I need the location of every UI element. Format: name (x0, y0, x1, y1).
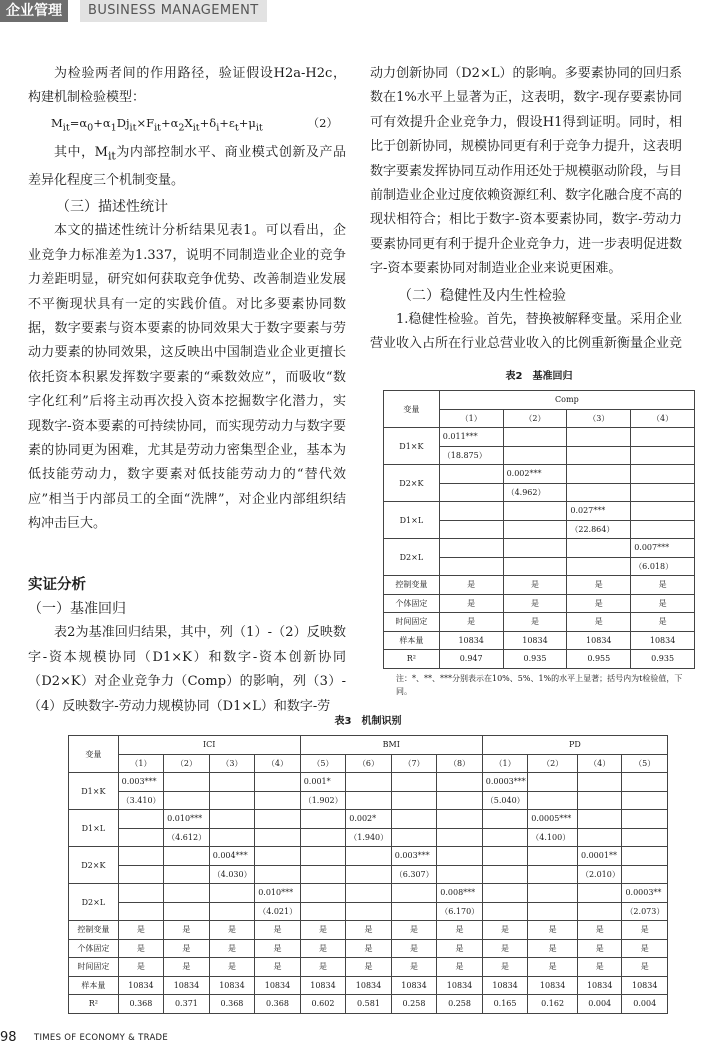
t-value-cell (209, 791, 255, 810)
table-cell: 10834 (346, 976, 392, 995)
section-title-en: BUSINESS MANAGEMENT (80, 0, 267, 22)
coefficient-cell (209, 884, 255, 903)
t-value-cell (118, 865, 164, 884)
coefficient-cell: 0.002* (346, 810, 392, 829)
table-row-label: 控制变量 (69, 921, 119, 940)
t-value-cell (346, 902, 392, 921)
t-value-cell (391, 902, 437, 921)
table-row (384, 613, 695, 632)
section-heading: 实证分析 (28, 576, 86, 593)
t-value-cell (567, 446, 631, 465)
table-row (384, 428, 695, 447)
table-row-label: R² (69, 995, 119, 1014)
table-column-header: （1） (482, 754, 528, 773)
coefficient-cell (631, 428, 695, 447)
formula (28, 111, 346, 141)
table-cell: 是 (567, 594, 631, 613)
coefficient-cell (346, 847, 392, 866)
t-value-cell (567, 557, 631, 576)
t-value-cell (503, 520, 567, 539)
table-cell: 0.935 (503, 650, 567, 669)
page-header (0, 0, 709, 24)
table-cell: 是 (567, 576, 631, 595)
t-value-cell: （4.021） (255, 902, 301, 921)
table-column-header: （5） (622, 754, 668, 773)
table-row-label: 时间固定 (384, 613, 440, 632)
t-value-cell (631, 446, 695, 465)
table-row (384, 539, 695, 558)
subsection-heading: （一）基准回归 (28, 601, 126, 618)
subsection-heading: （三）描述性统计 (56, 198, 168, 215)
table-cell: 是 (439, 576, 503, 595)
t-value-cell: （4.612） (164, 828, 210, 847)
table-cell: 是 (346, 921, 392, 940)
left-column (28, 62, 346, 719)
table-row-label: D1×L (69, 810, 119, 847)
coefficient-cell (482, 847, 528, 866)
t-value-cell (622, 828, 668, 847)
table-cell: 10834 (439, 631, 503, 650)
table-column-header: （1） (118, 754, 164, 773)
table-row-label: 样本量 (69, 976, 119, 995)
table-cell: 0.371 (164, 995, 210, 1014)
coefficient-cell (622, 847, 668, 866)
t-value-cell (164, 865, 210, 884)
table-row-label: 时间固定 (69, 958, 119, 977)
paragraph: 表2为基准回归结果，其中，列（1）-（2）反映数字-资本规模协同（D1×K）和数字-资本创新协同（D2×K）对企业竞争力（Comp）的影响，列（3）-（4）反映数字-劳动力规模协同（D1×L）和数字-劳 (28, 625, 346, 714)
coefficient-cell (577, 884, 621, 903)
coefficient-cell (164, 847, 210, 866)
table-row-label: 个体固定 (69, 939, 119, 958)
coefficient-cell (118, 847, 164, 866)
table-cell: 10834 (482, 976, 528, 995)
t-value-cell: （6.307） (391, 865, 437, 884)
t-value-cell (503, 557, 567, 576)
t-value-cell (209, 828, 255, 847)
table-row-label: 样本量 (384, 631, 440, 650)
t-value-cell (437, 828, 483, 847)
coefficient-cell: 0.002*** (503, 465, 567, 484)
table-column-header: （4） (255, 754, 301, 773)
table-row (69, 921, 668, 940)
table-cell: 是 (528, 958, 578, 977)
table-cell: 是 (503, 576, 567, 595)
table-cell: 是 (482, 939, 528, 958)
table-row (384, 576, 695, 595)
formula-body: $M_{it}=\alpha_0+\alpha_1Dj_{it}\times F_{it}+\alpha_2X_{it}+\delta_i+\varepsilon_t+\mu_{it}$ (51, 115, 263, 134)
coefficient-cell (622, 810, 668, 829)
t-value-cell (255, 791, 301, 810)
t-value-cell: （5.040） (482, 791, 528, 810)
table-cell: 0.004 (577, 995, 621, 1014)
t-value-cell: （2.010） (577, 865, 621, 884)
t-value-cell (300, 828, 346, 847)
t-value-cell: （6.018） (631, 557, 695, 576)
table-row (384, 594, 695, 613)
coefficient-cell: 0.010*** (164, 810, 210, 829)
table3 (68, 735, 668, 1014)
coefficient-cell: 0.0003*** (482, 773, 528, 792)
coefficient-cell (577, 773, 621, 792)
table-column-header: （2） (528, 754, 578, 773)
coefficient-cell: 0.008*** (437, 884, 483, 903)
t-value-cell (577, 902, 621, 921)
coefficient-cell: 0.011*** (439, 428, 503, 447)
paragraph: 动力创新协同（D2×L）的影响。多要素协同的回归系数在1%水平上显著为正，这表明，数字-现存要素协同可有效提升企业竞争力，假设H1得到证明。同时，相比于创新协同，规模协同更有利于竞争力提升，这表明数字要素发挥协同互动作用还处于规模驱动阶段，与目前制造业企业过度依赖资源红利、数字化融合度不高的现状相符合；相比于数字-资本要素协同，数字-劳动力要素协同更有利于提升企业竞争力，进一步表明促进数字-资本要素协同对制造业企业来说更困难。 (370, 66, 683, 277)
coefficient-cell (528, 773, 578, 792)
table-cell: 10834 (528, 976, 578, 995)
t-value-cell (118, 902, 164, 921)
table-cell: 是 (209, 939, 255, 958)
table-row (69, 865, 668, 884)
table-cell: 10834 (164, 976, 210, 995)
table-cell: 0.368 (118, 995, 164, 1014)
coefficient-cell (577, 810, 621, 829)
t-value-cell (437, 865, 483, 884)
t-value-cell (439, 483, 503, 502)
table-cell: 是 (437, 921, 483, 940)
table-header-variable: 变量 (384, 391, 440, 428)
table-row (69, 847, 668, 866)
table-column-header: （2） (164, 754, 210, 773)
table-cell: 是 (482, 921, 528, 940)
t-value-cell (391, 828, 437, 847)
paragraph: 其中，$M_{it}$为内部控制水平、商业模式创新及产品差异化程度三个机制变量。 (28, 144, 346, 188)
table-row-label: D2×K (384, 465, 440, 502)
table-cell: 是 (577, 921, 621, 940)
table-row (69, 958, 668, 977)
table-row-label: 个体固定 (384, 594, 440, 613)
coefficient-cell (631, 502, 695, 521)
table-cell: 是 (391, 958, 437, 977)
t-value-cell: （1.902） (300, 791, 346, 810)
coefficient-cell (528, 884, 578, 903)
table-cell: 0.258 (391, 995, 437, 1014)
table-cell: 是 (622, 958, 668, 977)
table-cell: 0.162 (528, 995, 578, 1014)
table-cell: 是 (300, 939, 346, 958)
t-value-cell (439, 557, 503, 576)
table-group-header: BMI (300, 736, 482, 755)
t-value-cell (164, 791, 210, 810)
t-value-cell (577, 791, 621, 810)
t-value-cell: （4.100） (528, 828, 578, 847)
table-cell: 是 (346, 939, 392, 958)
table-cell: 10834 (577, 976, 621, 995)
table-cell: 0.955 (567, 650, 631, 669)
table-cell: 是 (118, 958, 164, 977)
table-cell: 是 (439, 594, 503, 613)
table-row (384, 631, 695, 650)
table-row (69, 773, 668, 792)
t-value-cell (482, 828, 528, 847)
table-row (384, 502, 695, 521)
coefficient-cell (439, 539, 503, 558)
table-header-variable: 变量 (69, 736, 119, 773)
table-row-label: D1×L (384, 502, 440, 539)
subsection-heading: （二）稳健性及内生性检验 (398, 287, 566, 304)
coefficient-cell: 0.0005*** (528, 810, 578, 829)
coefficient-cell (391, 773, 437, 792)
table-row-label: D2×L (69, 884, 119, 921)
t-value-cell (528, 902, 578, 921)
coefficient-cell (118, 884, 164, 903)
table-row-label: D2×L (384, 539, 440, 576)
coefficient-cell (209, 810, 255, 829)
t-value-cell (300, 865, 346, 884)
table-row-label: D1×K (69, 773, 119, 810)
table-row (69, 939, 668, 958)
table-row-label: R² (384, 650, 440, 669)
t-value-cell: （1.940） (346, 828, 392, 847)
coefficient-cell (528, 847, 578, 866)
t-value-cell (631, 520, 695, 539)
t-value-cell (255, 828, 301, 847)
table-column-header: （8） (437, 754, 483, 773)
table-cell: 是 (255, 958, 301, 977)
t-value-cell: （4.962） (503, 483, 567, 502)
table-cell: 是 (631, 613, 695, 632)
table-cell: 0.581 (346, 995, 392, 1014)
t-value-cell (482, 902, 528, 921)
coefficient-cell (391, 810, 437, 829)
equation-number: （2） (307, 115, 338, 130)
table-cell: 是 (255, 921, 301, 940)
table-cell: 0.947 (439, 650, 503, 669)
coefficient-cell: 0.027*** (567, 502, 631, 521)
table-row (69, 902, 668, 921)
table-row (69, 791, 668, 810)
table2-caption: 表2 基准回归 (505, 371, 573, 382)
table-column-header: （5） (300, 754, 346, 773)
t-value-cell (631, 483, 695, 502)
t-value-cell (346, 791, 392, 810)
t-value-cell (482, 865, 528, 884)
coefficient-cell (567, 428, 631, 447)
t-value-cell (622, 865, 668, 884)
table-cell: 是 (209, 958, 255, 977)
t-value-cell: （3.410） (118, 791, 164, 810)
coefficient-cell (439, 502, 503, 521)
table-row (69, 828, 668, 847)
coefficient-cell (164, 773, 210, 792)
table-cell: 是 (439, 613, 503, 632)
table-cell: 是 (118, 939, 164, 958)
table-row (384, 650, 695, 669)
table-cell: 0.368 (209, 995, 255, 1014)
table-cell: 是 (622, 939, 668, 958)
section-title: 企业管理 (0, 0, 68, 22)
coefficient-cell (631, 465, 695, 484)
table-cell: 10834 (118, 976, 164, 995)
table-column-header: （3） (209, 754, 255, 773)
table3-caption: 表3 机制识别 (334, 716, 402, 727)
coefficient-cell (255, 810, 301, 829)
table-cell: 0.258 (437, 995, 483, 1014)
t-value-cell (346, 865, 392, 884)
t-value-cell (300, 902, 346, 921)
table-cell: 是 (300, 921, 346, 940)
coefficient-cell: 0.004*** (209, 847, 255, 866)
table-column-header: （1） (439, 409, 503, 428)
coefficient-cell: 0.003*** (391, 847, 437, 866)
table-cell: 是 (503, 613, 567, 632)
t-value-cell (577, 828, 621, 847)
table-group-header: PD (482, 736, 667, 755)
table-row-label: D1×K (384, 428, 440, 465)
coefficient-cell (567, 539, 631, 558)
coefficient-cell (209, 773, 255, 792)
t-value-cell (164, 902, 210, 921)
table-cell: 0.004 (622, 995, 668, 1014)
table-cell: 0.602 (300, 995, 346, 1014)
coefficient-cell (482, 810, 528, 829)
table-cell: 是 (577, 958, 621, 977)
right-column (370, 62, 682, 357)
coefficient-cell (391, 884, 437, 903)
table-column-header: （6） (346, 754, 392, 773)
table-column-header: （3） (567, 409, 631, 428)
table-header-dependent: Comp (439, 391, 694, 410)
page-footer (0, 1030, 709, 1048)
coefficient-cell: 0.001* (300, 773, 346, 792)
table-cell: 10834 (255, 976, 301, 995)
t-value-cell (209, 902, 255, 921)
coefficient-cell (300, 847, 346, 866)
coefficient-cell (255, 773, 301, 792)
table-group-header: ICI (118, 736, 300, 755)
table-cell: 是 (255, 939, 301, 958)
coefficient-cell (255, 847, 301, 866)
table-row-label: 控制变量 (384, 576, 440, 595)
table-cell: 10834 (300, 976, 346, 995)
table-cell: 是 (528, 939, 578, 958)
table-column-header: （7） (391, 754, 437, 773)
table-cell: 是 (164, 921, 210, 940)
t-value-cell (528, 865, 578, 884)
table-cell: 是 (631, 594, 695, 613)
coefficient-cell (118, 810, 164, 829)
paragraph: 本文的描述性统计分析结果见表1。可以看出，企业竞争力标准差为1.337，说明不同制造业企业的竞争力差距明显，研究如何获取竞争优势、改善制造业发展不平衡现状具有一定的实践价值。对比多要素协同数据，数字要素与资本要素的协同效果大于数字要素与劳动力要素的协同效果，这反映出中国制造业企业更擅长依托资本积累发挥数字要素的“乘数效应”，而吸收“数字化红利”后将主动再次投入资本挖掘数字化潜力，实现数字-资本要素的可持续协同，而实现劳动力与数字要素的协同更为困难，尤其是劳动力密集型企业，基本为低技能劳动力，数字要素对低技能劳动力的“替代效应”相当于内部员工的全面“洗牌”，对企业内部组织结构冲击巨大。 (28, 223, 346, 532)
table-row (69, 884, 668, 903)
t-value-cell (567, 483, 631, 502)
table2-note: 注：*、**、***分别表示在10%、5%、1%的水平上显著；括号内为t检验值，下同。 (396, 674, 683, 696)
t-value-cell (437, 791, 483, 810)
coefficient-cell (300, 884, 346, 903)
table-column-header: （4） (631, 409, 695, 428)
table-cell: 10834 (437, 976, 483, 995)
table-row (69, 976, 668, 995)
t-value-cell: （22.864） (567, 520, 631, 539)
table-cell: 是 (391, 939, 437, 958)
table-cell: 是 (631, 576, 695, 595)
coefficient-cell (503, 539, 567, 558)
coefficient-cell (622, 773, 668, 792)
table-cell: 是 (567, 613, 631, 632)
coefficient-cell: 0.007*** (631, 539, 695, 558)
table-cell: 是 (437, 939, 483, 958)
t-value-cell (255, 865, 301, 884)
t-value-cell: （18.875） (439, 446, 503, 465)
table-cell: 是 (577, 939, 621, 958)
t-value-cell: （2.073） (622, 902, 668, 921)
table-cell: 是 (437, 958, 483, 977)
t-value-cell (118, 828, 164, 847)
coefficient-cell (437, 773, 483, 792)
table-cell: 是 (482, 958, 528, 977)
table-row-label: D2×K (69, 847, 119, 884)
magazine-name: TIMES OF ECONOMY & TRADE (34, 1033, 169, 1043)
table-column-header: （4） (577, 754, 621, 773)
paragraph: 1.稳健性检验。首先，替换被解释变量。采用企业营业收入占所在行业总营业收入的比例重新衡量企业竞 (370, 312, 683, 352)
coefficient-cell: 0.010*** (255, 884, 301, 903)
table-cell: 是 (164, 939, 210, 958)
coefficient-cell: 0.003*** (118, 773, 164, 792)
coefficient-cell (300, 810, 346, 829)
table-cell: 是 (503, 594, 567, 613)
table-column-header: （2） (503, 409, 567, 428)
table-cell: 10834 (209, 976, 255, 995)
t-value-cell: （4.030） (209, 865, 255, 884)
table-cell: 10834 (622, 976, 668, 995)
coefficient-cell (437, 810, 483, 829)
coefficient-cell (503, 502, 567, 521)
t-value-cell (622, 791, 668, 810)
table-row (69, 810, 668, 829)
table-cell: 10834 (391, 976, 437, 995)
table-cell: 10834 (631, 631, 695, 650)
coefficient-cell (503, 428, 567, 447)
table-row (69, 995, 668, 1014)
table-cell: 是 (391, 921, 437, 940)
paragraph: 为检验两者间的作用路径，验证假设H2a-H2c，构建机制检验模型： (28, 66, 346, 106)
t-value-cell (391, 791, 437, 810)
page-number: 98 (0, 1030, 17, 1045)
coefficient-cell: 0.0001** (577, 847, 621, 866)
table-cell: 是 (622, 921, 668, 940)
coefficient-cell (346, 773, 392, 792)
coefficient-cell (439, 465, 503, 484)
table-cell: 0.368 (255, 995, 301, 1014)
table-cell: 是 (118, 921, 164, 940)
table-cell: 是 (346, 958, 392, 977)
coefficient-cell (482, 884, 528, 903)
coefficient-cell (346, 884, 392, 903)
table-cell: 0.935 (631, 650, 695, 669)
table-cell: 是 (164, 958, 210, 977)
t-value-cell (439, 520, 503, 539)
table2 (383, 390, 695, 669)
table-cell: 是 (300, 958, 346, 977)
t-value-cell (503, 446, 567, 465)
table-cell: 10834 (567, 631, 631, 650)
t-value-cell: （6.170） (437, 902, 483, 921)
t-value-cell (528, 791, 578, 810)
table-cell: 是 (209, 921, 255, 940)
table-cell: 10834 (503, 631, 567, 650)
coefficient-cell (164, 884, 210, 903)
table-cell: 0.165 (482, 995, 528, 1014)
table-cell: 是 (528, 921, 578, 940)
coefficient-cell (567, 465, 631, 484)
coefficient-cell: 0.0003** (622, 884, 668, 903)
coefficient-cell (437, 847, 483, 866)
table-row (384, 465, 695, 484)
